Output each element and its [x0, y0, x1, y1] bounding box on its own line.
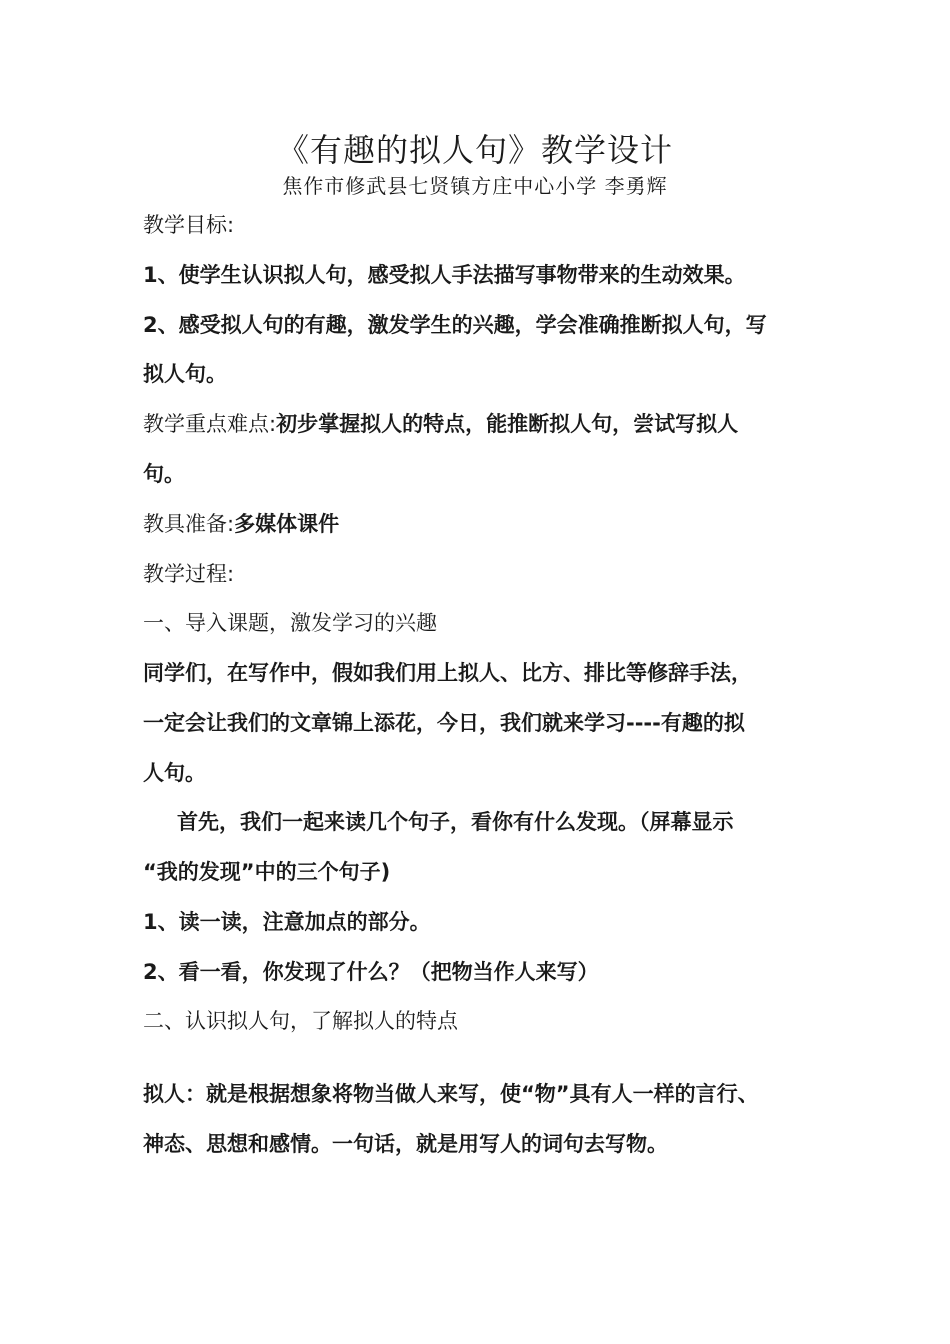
definition-line-2: 神态、思想和感情。一句话，就是用写人的词句去写物。 [143, 1132, 668, 1156]
key-points-label: 教学重点难点: [143, 412, 277, 436]
section-2-heading: 二、认识拟人句，了解拟人的特点 [143, 1009, 458, 1033]
intro-line-3: 人句。 [143, 761, 206, 785]
objective-2-line-1: 2、感受拟人句的有趣，激发学生的兴趣，学会准确推断拟人句，写 [143, 313, 767, 337]
document-title: 《有趣的拟人句》教学设计 [276, 131, 673, 169]
materials-text: 多媒体课件 [234, 512, 340, 536]
objective-1: 1、使学生认识拟人句，感受拟人手法描写事物带来的生动效果。 [143, 263, 746, 287]
materials-line [143, 509, 813, 539]
key-points-text: 初步掌握拟人的特点，能推断拟人句，尝试写拟人 [276, 412, 739, 436]
step-2: 2、看一看，你发现了什么？（把物当作人来写） [143, 960, 599, 984]
objectives-heading: 教学目标: [143, 213, 235, 237]
first-line-2: “我的发现”中的三个句子) [143, 860, 391, 884]
definition-line-1: 拟人：就是根据想象将物当做人来写，使“物”具有人一样的言行、 [143, 1082, 759, 1106]
section-1-heading: 一、导入课题，激发学习的兴趣 [143, 611, 437, 635]
step-1: 1、读一读，注意加点的部分。 [143, 910, 431, 934]
objective-2-line-2: 拟人句。 [143, 362, 227, 386]
key-points-line-1 [143, 409, 813, 439]
intro-line-1: 同学们，在写作中，假如我们用上拟人、比方、排比等修辞手法， [143, 661, 752, 685]
materials-label: 教具准备: [143, 512, 235, 536]
intro-line-2: 一定会让我们的文章锦上添花，今日，我们就来学习----有趣的拟 [143, 711, 745, 735]
key-points-line-2: 句。 [143, 462, 185, 486]
first-line-1: 首先，我们一起来读几个句子，看你有什么发现。（屏幕显示 [177, 810, 734, 834]
process-heading: 教学过程: [143, 562, 235, 586]
author-line: 焦作市修武县七贤镇方庄中心小学 李勇辉 [282, 174, 668, 198]
